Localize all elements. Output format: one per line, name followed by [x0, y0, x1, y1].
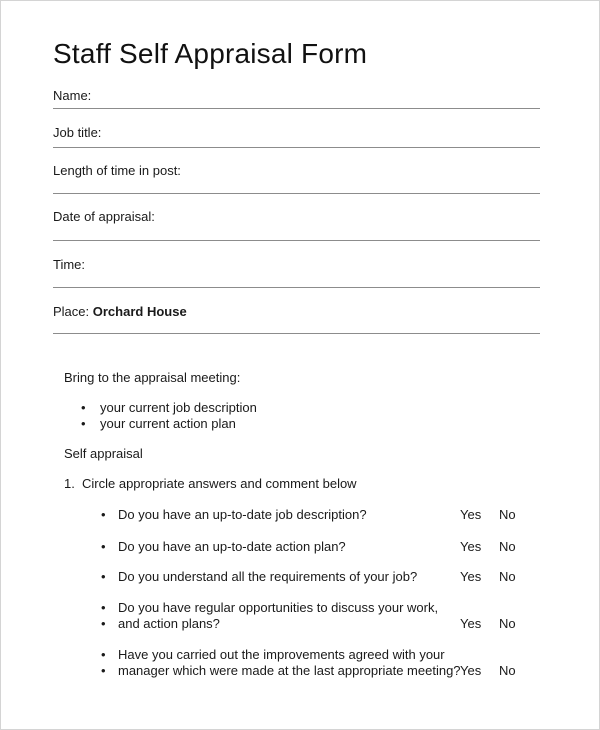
question-text: Do you understand all the requirements of your job?: [118, 569, 418, 584]
bring-item: your current job description: [100, 400, 257, 415]
date-of-appraisal-field-line[interactable]: [53, 240, 540, 241]
step-number: 1.: [64, 476, 75, 491]
self-appraisal-heading: Self appraisal: [64, 446, 143, 461]
bullet-icon: •: [101, 647, 106, 662]
answer-no[interactable]: No: [499, 569, 516, 584]
bullet-icon: •: [101, 616, 106, 631]
answer-yes[interactable]: Yes: [460, 507, 482, 522]
answer-no[interactable]: No: [499, 616, 516, 631]
question-text: and action plans?: [118, 616, 220, 631]
length-in-post-field-label: Length of time in post:: [53, 163, 181, 178]
time-field-label: Time:: [53, 257, 86, 272]
answer-no[interactable]: No: [499, 507, 516, 522]
bullet-icon: •: [101, 600, 106, 615]
answer-no[interactable]: No: [499, 663, 516, 678]
question-text: Have you carried out the improvements agreed with your: [118, 647, 445, 662]
bring-item: your current action plan: [100, 416, 236, 431]
date-of-appraisal-field-label: Date of appraisal:: [53, 209, 155, 224]
question-text: Do you have regular opportunities to discuss your work,: [118, 600, 439, 615]
bullet-icon: •: [81, 400, 86, 415]
answer-yes[interactable]: Yes: [460, 569, 482, 584]
name-field-line[interactable]: [53, 108, 540, 109]
answer-yes[interactable]: Yes: [460, 539, 482, 554]
place-field: [53, 304, 540, 320]
answer-yes[interactable]: Yes: [460, 616, 482, 631]
time-field-line[interactable]: [53, 287, 540, 288]
question-text: manager which were made at the last appropriate meeting?: [118, 663, 461, 678]
job-title-field-line[interactable]: [53, 147, 540, 148]
place-field-value: Orchard House: [92, 304, 187, 319]
bullet-icon: •: [81, 416, 86, 431]
job-title-field-label: Job title:: [53, 125, 102, 140]
length-in-post-field-line[interactable]: [53, 193, 540, 194]
question-text: Do you have an up-to-date job description?: [118, 507, 367, 522]
answer-yes[interactable]: Yes: [460, 663, 482, 678]
form-title: Staff Self Appraisal Form: [53, 38, 368, 69]
answer-no[interactable]: No: [499, 539, 516, 554]
question-text: Do you have an up-to-date action plan?: [118, 539, 346, 554]
bullet-icon: •: [101, 507, 106, 522]
bullet-icon: •: [101, 569, 106, 584]
place-field-line[interactable]: [53, 333, 540, 334]
name-field-label: Name:: [53, 88, 92, 103]
bullet-icon: •: [101, 539, 106, 554]
bullet-icon: •: [101, 663, 106, 678]
place-field-label: Place:: [53, 304, 90, 319]
step-instruction: Circle appropriate answers and comment below: [82, 476, 357, 491]
bring-heading: Bring to the appraisal meeting:: [64, 370, 241, 385]
